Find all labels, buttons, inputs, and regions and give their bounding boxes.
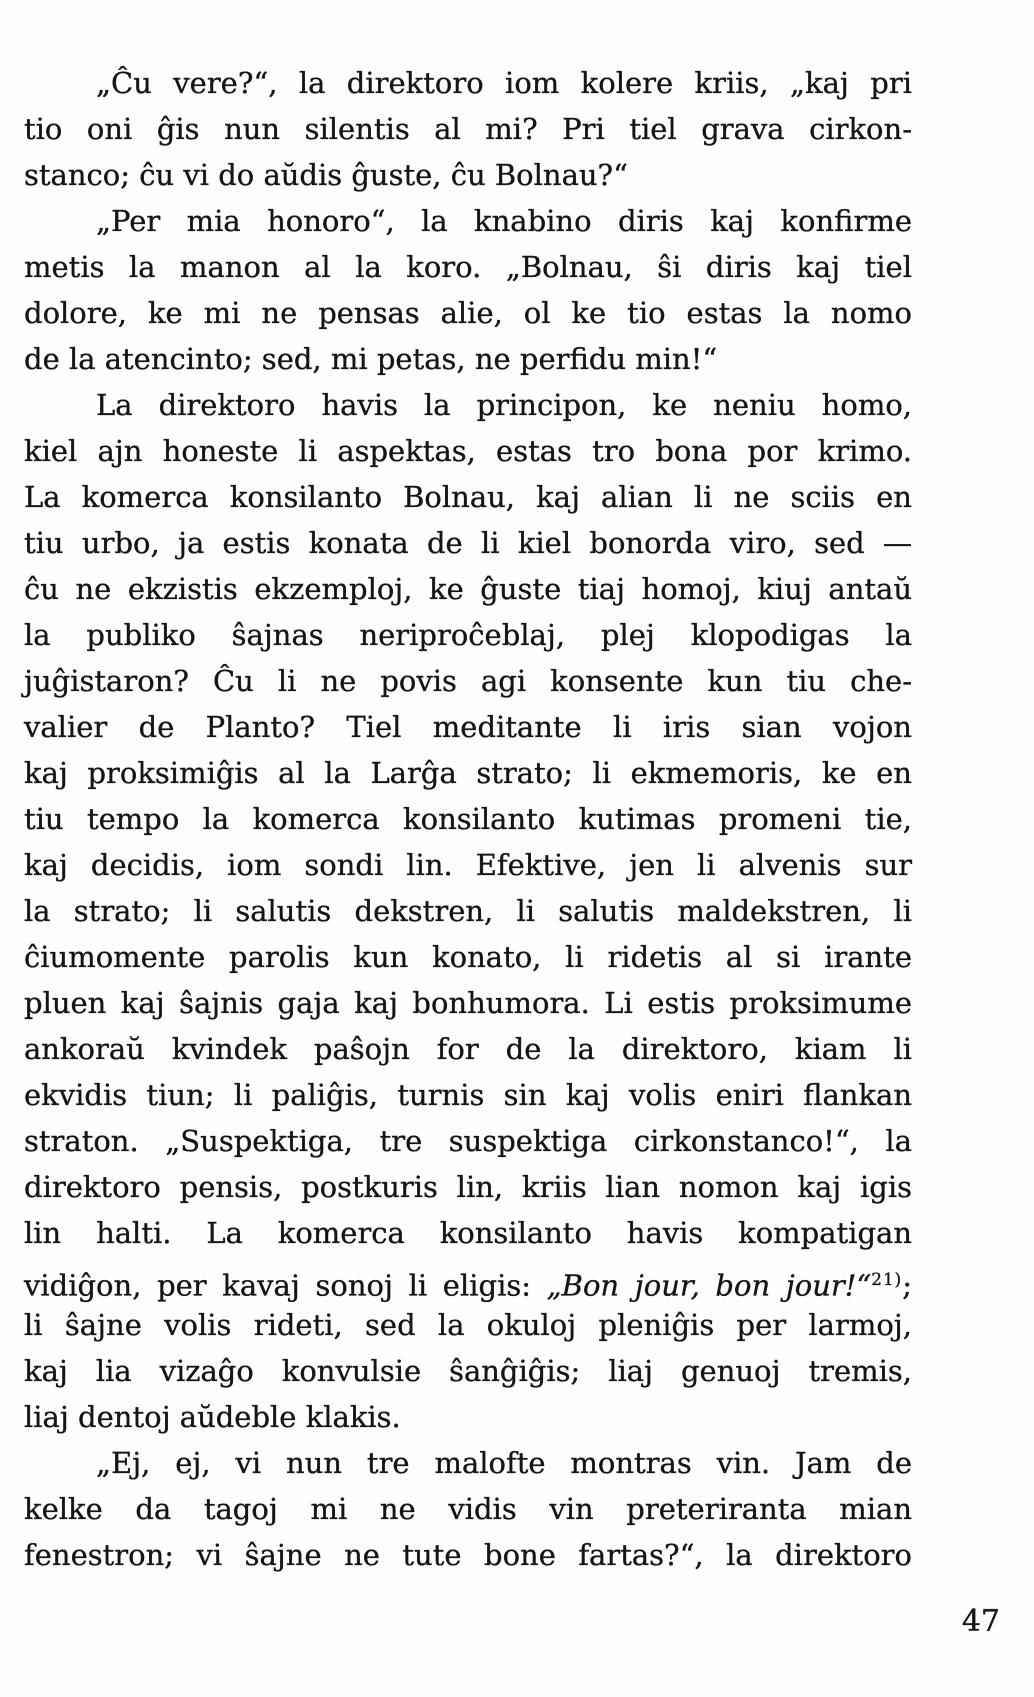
text-line (24, 704, 912, 750)
text-segment: pluen kaj ŝajnis gaja kaj bonhumora. Li estis proksimume (24, 986, 912, 1020)
text-segment: stanco; ĉu vi do aŭdis ĝuste, ĉu Bolnau?“ (24, 158, 628, 192)
text-line (24, 612, 912, 658)
footnote-marker: 21) (871, 1269, 903, 1289)
text-line (24, 658, 912, 704)
page-number: 47 (961, 1604, 1000, 1639)
text-segment: valier de Planto? Tiel meditante li iris sian vojon (24, 710, 912, 744)
text-line (24, 1210, 912, 1256)
text-line (24, 382, 912, 428)
text-line (24, 244, 912, 290)
text-line (24, 1302, 912, 1348)
text-line (24, 1532, 912, 1578)
text-segment: kaj decidis, iom sondi lin. Efektive, jen li alvenis sur (24, 848, 912, 882)
text-segment: ĉu ne ekzistis ekzemploj, ke ĝuste tiaj homoj, kiuj antaŭ (24, 572, 912, 606)
text-line (24, 106, 912, 152)
text-line (24, 796, 912, 842)
text-line (24, 566, 912, 612)
text-segment: la strato; li salutis dekstren, li salutis maldekstren, li (24, 894, 912, 928)
text-segment: tiu tempo la komerca konsilanto kutimas promeni tie, (24, 802, 912, 836)
text-segment: la publiko ŝajnas neriproĉeblaj, plej klopodigas la (24, 618, 912, 652)
paragraph (24, 60, 912, 198)
text-line (24, 1394, 912, 1440)
text-segment: li ŝajne volis rideti, sed la okuloj pleniĝis per larmoj, (24, 1308, 912, 1342)
text-line (24, 934, 912, 980)
text-segment: direktoro pensis, postkuris lin, kriis lian nomon kaj igis (24, 1170, 912, 1204)
text-segment: La direktoro havis la principon, ke neniu homo, (96, 388, 912, 422)
text-segment: „Ej, ej, vi nun tre malofte montras vin. Jam de (96, 1446, 912, 1480)
text-line (24, 290, 912, 336)
text-line (24, 1118, 912, 1164)
text-line (24, 336, 912, 382)
text-segment: kelke da tagoj mi ne vidis vin preteriranta mian (24, 1492, 912, 1526)
paragraph (24, 1440, 912, 1578)
text-line (24, 428, 912, 474)
text-line (24, 474, 912, 520)
text-line (24, 198, 912, 244)
text-line (24, 750, 912, 796)
paragraph (24, 198, 912, 382)
text-line (24, 1164, 912, 1210)
text-line (24, 520, 912, 566)
text-segment: de la atencinto; sed, mi petas, ne perfidu min!“ (24, 342, 718, 376)
text-segment: „Ĉu vere?“, la direktoro iom kolere kriis, „kaj pri (96, 66, 912, 100)
text-line (24, 152, 912, 198)
text-line (24, 980, 912, 1026)
body-text (24, 60, 912, 1578)
text-segment: ; (902, 1268, 912, 1303)
text-segment: metis la manon al la koro. „Bolnau, ŝi diris kaj tiel (24, 250, 912, 284)
text-segment: „Per mia honoro“, la knabino diris kaj konfirme (96, 204, 912, 238)
text-segment: lin halti. La komerca konsilanto havis kompatigan (24, 1216, 912, 1250)
text-line (24, 1072, 912, 1118)
text-line (24, 888, 912, 934)
text-segment: „Bon jour, bon jour!“ (546, 1268, 872, 1303)
paragraph (24, 382, 912, 1440)
text-line (24, 1486, 912, 1532)
text-segment: dolore, ke mi ne pensas alie, ol ke tio estas la nomo (24, 296, 912, 330)
text-segment: vidiĝon, per kavaj sonoj li eligis: (24, 1268, 547, 1303)
text-line (24, 1348, 912, 1394)
text-segment: liaj dentoj aŭdeble klakis. (24, 1400, 401, 1434)
text-segment: ĉiumomente parolis kun konato, li ridetis al si irante (24, 940, 912, 974)
text-line (24, 1440, 912, 1486)
text-segment: kaj lia vizaĝo konvulsie ŝanĝiĝis; liaj genuoj tremis, (24, 1354, 912, 1388)
text-segment: La komerca konsilanto Bolnau, kaj alian li ne sciis en (24, 480, 912, 514)
text-segment: kiel ajn honeste li aspektas, estas tro bona por krimo. (24, 434, 912, 468)
text-segment: kaj proksimiĝis al la Larĝa strato; li ekmemoris, ke en (24, 756, 912, 790)
text-segment: straton. „Suspektiga, tre suspektiga cirkonstanco!“, la (24, 1124, 912, 1158)
text-segment: ekvidis tiun; li paliĝis, turnis sin kaj volis eniri flankan (24, 1078, 912, 1112)
text-segment: juĝistaron? Ĉu li ne povis agi konsente kun tiu che- (24, 664, 912, 698)
text-segment: ankoraŭ kvindek paŝojn for de la direktoro, kiam li (24, 1032, 912, 1066)
text-segment: fenestron; vi ŝajne ne tute bone fartas?“, la direktoro (24, 1538, 912, 1572)
text-segment: tiu urbo, ja estis konata de li kiel bonorda viro, sed — (24, 526, 912, 560)
text-line (24, 1256, 912, 1302)
text-line (24, 60, 912, 106)
text-line (24, 842, 912, 888)
text-segment: tio oni ĝis nun silentis al mi? Pri tiel grava cirkon- (24, 112, 912, 146)
text-line (24, 1026, 912, 1072)
